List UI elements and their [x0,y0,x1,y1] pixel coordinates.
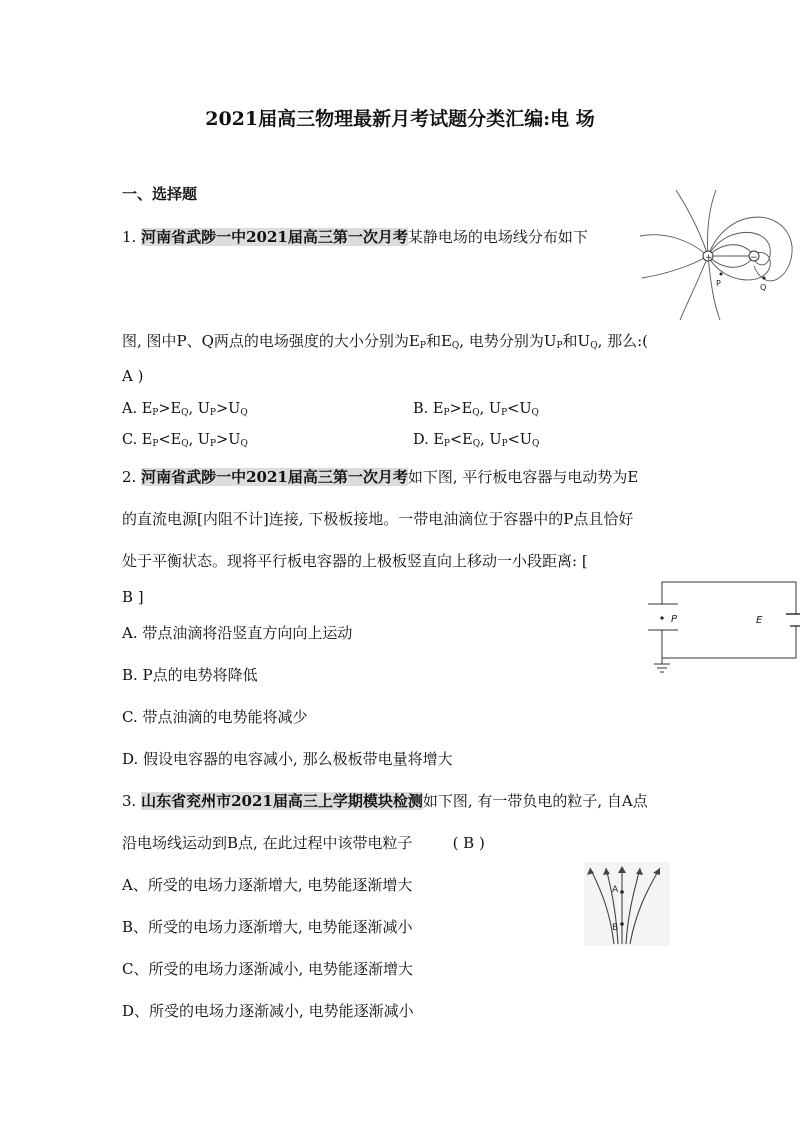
q1-option-d: D. $E_P<E_Q$, $U_P<U_Q$ [413,432,540,449]
point-p-label: P [671,614,678,625]
q1-number: 1. [122,228,142,246]
q1-answer: A ) [122,367,144,385]
point-b-label: B [612,923,619,933]
page-title: 2021届高三物理最新月考试题分类汇编:电 场 [205,108,595,130]
emf-label: E [756,615,763,626]
q3-option-d: D、所受的电场力逐渐减小, 电势能逐渐减小 [122,1002,414,1020]
point-p-label: P [716,279,721,288]
q2-option-d: D. 假设电容器的电容减小, 那么极板带电量将增大 [122,750,453,768]
q3-answer: ( B ) [452,834,485,852]
q2-line3: 处于平衡状态。现将平行板电容器的上极板竖直向上移动一小段距离: [ [122,552,588,570]
q1-field-figure [636,186,800,322]
q3-option-c: C、所受的电场力逐渐减小, 电势能逐渐增大 [122,960,414,978]
point-q-label: Q [760,283,767,292]
q1-text1: 某静电场的电场线分布如下 [407,228,588,246]
q1-source: 河南省武陟一中2021届高三第一次月考 [141,228,408,246]
q1-option-b: B. $E_P>E_Q$, $U_P<U_Q$ [413,401,539,418]
q1-option-c: C. $E_P<E_Q$, $U_P>U_Q$ [122,432,248,449]
minus-charge-label: − [750,253,758,263]
plus-charge-label: + [705,253,713,263]
q1-line1 [122,226,588,247]
section-heading: 一、选择题 [122,185,198,203]
q3-source: 山东省兖州市2021届高三上学期模块检测 [141,792,423,810]
q3-line2: 沿电场线运动到B点, 在此过程中该带电粒子 ( B ) [122,834,485,852]
q2-circuit-figure [640,578,800,678]
q2-source: 河南省武陟一中2021届高三第一次月考 [141,468,408,486]
q2-option-c: C. 带点油滴的电势能将减少 [122,708,308,726]
q2-option-a: A. 带点油滴将沿竖直方向向上运动 [122,624,353,642]
q1-option-a: A. $E_P>E_Q$, $U_P>U_Q$ [122,401,248,418]
q3-field-figure [584,862,670,946]
q3-option-b: B、所受的电场力逐渐增大, 电势能逐渐减小 [122,918,413,936]
q1-line2: 图, 图中P、Q两点的电场强度的大小分别为$E_P$和$E_Q$, 电势分别为$U_P$和$U_Q$, 那么:( [122,332,649,351]
q3-option-a: A、所受的电场力逐渐增大, 电势能逐渐增大 [122,876,413,894]
point-a-label: A [612,885,619,895]
q2-line1: 2. 河南省武陟一中2021届高三第一次月考如下图, 平行板电容器与电动势为E [122,468,639,486]
q2-answer: B ] [122,588,144,606]
q3-line1: 3. 山东省兖州市2021届高三上学期模块检测如下图, 有一带负电的粒子, 自A点 [122,792,648,810]
q2-option-b: B. P点的电势将降低 [122,666,258,684]
q2-line2: 的直流电源[内阻不计]连接, 下极板接地。一带电油滴位于容器中的P点且恰好 [122,510,634,528]
